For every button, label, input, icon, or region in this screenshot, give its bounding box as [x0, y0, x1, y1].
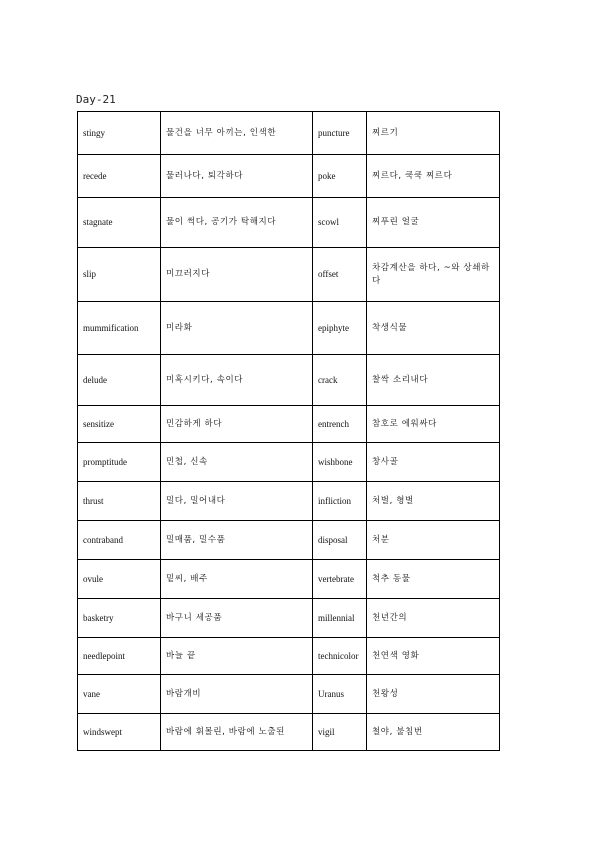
- table-row: [78, 638, 500, 675]
- meaning-left: 밀매품, 밀수품: [161, 521, 313, 560]
- term-left: promptitude: [78, 443, 161, 482]
- term-left: ovule: [78, 560, 161, 599]
- term-right: wishbone: [313, 443, 367, 482]
- meaning-left: 바람개비: [161, 675, 313, 714]
- term-right: scowl: [313, 198, 367, 248]
- table-row: [78, 355, 500, 406]
- term-right: Uranus: [313, 675, 367, 714]
- term-left: delude: [78, 355, 161, 406]
- table-row: [78, 112, 500, 155]
- meaning-right: 찌르다, 쿡쿡 찌르다: [367, 155, 500, 198]
- meaning-right: 차감계산을 하다, ~와 상쇄하다: [367, 248, 500, 302]
- term-left: stingy: [78, 112, 161, 155]
- vocab-table: [77, 111, 500, 751]
- table-row: [78, 521, 500, 560]
- term-left: sensitize: [78, 406, 161, 443]
- term-left: windswept: [78, 714, 161, 751]
- meaning-right: 철야, 불침번: [367, 714, 500, 751]
- term-right: entrench: [313, 406, 367, 443]
- term-right: vigil: [313, 714, 367, 751]
- meaning-left: 바늘 끝: [161, 638, 313, 675]
- term-left: contraband: [78, 521, 161, 560]
- term-right: technicolor: [313, 638, 367, 675]
- table-row: [78, 406, 500, 443]
- meaning-left: 미라화: [161, 302, 313, 355]
- table-row: [78, 443, 500, 482]
- term-left: basketry: [78, 599, 161, 638]
- term-left: recede: [78, 155, 161, 198]
- meaning-right: 찌르기: [367, 112, 500, 155]
- meaning-right: 천왕성: [367, 675, 500, 714]
- meaning-left: 물이 썩다, 공기가 탁해지다: [161, 198, 313, 248]
- meaning-right: 착생식물: [367, 302, 500, 355]
- term-left: needlepoint: [78, 638, 161, 675]
- term-left: thrust: [78, 482, 161, 521]
- term-right: epiphyte: [313, 302, 367, 355]
- meaning-right: 천연색 영화: [367, 638, 500, 675]
- meaning-right: 창사골: [367, 443, 500, 482]
- term-left: slip: [78, 248, 161, 302]
- meaning-left: 밀다, 밀어내다: [161, 482, 313, 521]
- meaning-right: 처분: [367, 521, 500, 560]
- meaning-left: 바구니 세공품: [161, 599, 313, 638]
- term-right: millennial: [313, 599, 367, 638]
- meaning-left: 미끄러지다: [161, 248, 313, 302]
- table-row: [78, 482, 500, 521]
- meaning-right: 척추 동물: [367, 560, 500, 599]
- table-row: [78, 599, 500, 638]
- meaning-right: 천년간의: [367, 599, 500, 638]
- page-title: Day-21: [76, 93, 116, 106]
- table-row: [78, 248, 500, 302]
- term-right: puncture: [313, 112, 367, 155]
- term-right: vertebrate: [313, 560, 367, 599]
- term-right: poke: [313, 155, 367, 198]
- term-right: disposal: [313, 521, 367, 560]
- table-row: [78, 302, 500, 355]
- term-right: infliction: [313, 482, 367, 521]
- meaning-right: 처벌, 형벌: [367, 482, 500, 521]
- table-row: [78, 714, 500, 751]
- table-row: [78, 155, 500, 198]
- meaning-left: 밑씨, 배주: [161, 560, 313, 599]
- term-right: crack: [313, 355, 367, 406]
- table-row: [78, 198, 500, 248]
- meaning-left: 바람에 휘몰린, 바람에 노출된: [161, 714, 313, 751]
- term-right: offset: [313, 248, 367, 302]
- meaning-right: 참호로 에워싸다: [367, 406, 500, 443]
- table-row: [78, 560, 500, 599]
- meaning-right: 찌푸린 얼굴: [367, 198, 500, 248]
- term-left: mummification: [78, 302, 161, 355]
- meaning-left: 물러나다, 퇴각하다: [161, 155, 313, 198]
- meaning-right: 찰싹 소리내다: [367, 355, 500, 406]
- term-left: vane: [78, 675, 161, 714]
- table-row: [78, 675, 500, 714]
- meaning-left: 민감하게 하다: [161, 406, 313, 443]
- meaning-left: 미혹시키다, 속이다: [161, 355, 313, 406]
- term-left: stagnate: [78, 198, 161, 248]
- meaning-left: 물건을 너무 아끼는, 인색한: [161, 112, 313, 155]
- vocab-table-body: [78, 112, 500, 751]
- meaning-left: 민첩, 신속: [161, 443, 313, 482]
